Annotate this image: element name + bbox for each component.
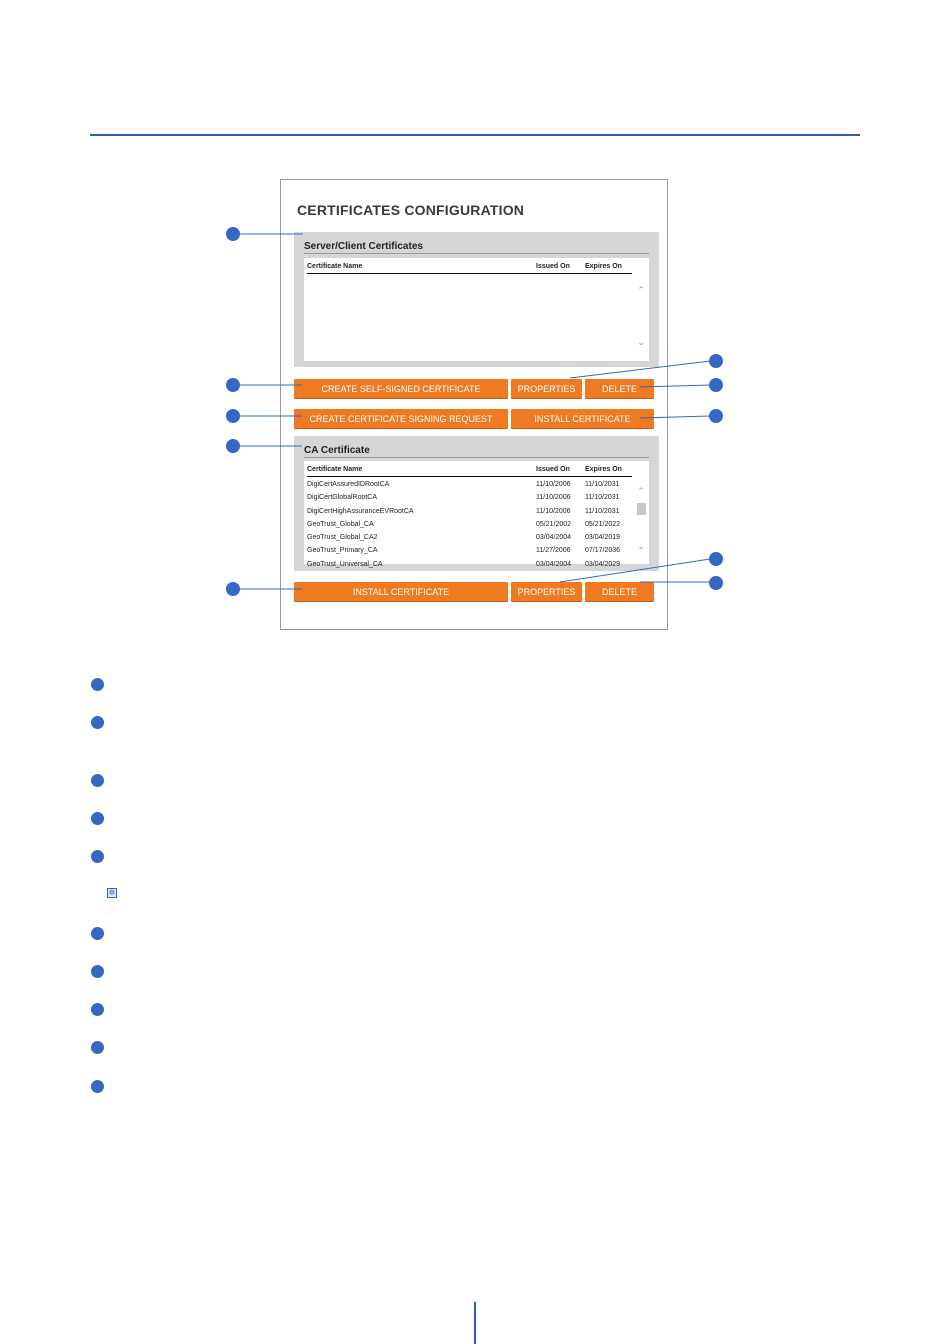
cell-issued: 03/04/2004 xyxy=(536,534,572,542)
ca-install-certificate-button[interactable]: INSTALL CERTIFICATE xyxy=(294,582,508,602)
callout-marker xyxy=(709,378,723,392)
column-header-name[interactable]: Certificate Name xyxy=(307,466,363,473)
ca-delete-button[interactable]: DELETE xyxy=(585,582,654,602)
cell-name: GeoTrust_Global_CA xyxy=(307,520,374,528)
chevron-up-icon[interactable]: ⌃ xyxy=(637,285,645,295)
cell-name: GeoTrust_Global_CA2 xyxy=(307,534,378,542)
callout-marker xyxy=(709,354,723,368)
delete-button[interactable]: DELETE xyxy=(585,379,654,399)
table-row[interactable] xyxy=(307,481,632,494)
callout-marker xyxy=(709,552,723,566)
legend-marker xyxy=(91,850,104,863)
table-row[interactable] xyxy=(307,521,632,534)
cell-expires: 03/04/2019 xyxy=(585,534,621,542)
divider xyxy=(304,253,649,254)
column-header-issued[interactable]: Issued On xyxy=(536,466,570,473)
cell-issued: 11/10/2006 xyxy=(536,494,571,502)
callout-marker xyxy=(226,409,240,423)
cell-issued: 11/10/2006 xyxy=(536,481,571,488)
table-row[interactable] xyxy=(307,508,632,521)
ca-certificate-list[interactable] xyxy=(304,461,649,568)
scroll-thumb[interactable] xyxy=(637,503,646,515)
legend-marker xyxy=(91,774,104,787)
list-header xyxy=(307,262,632,274)
ca-certificate-group xyxy=(294,436,659,571)
chevron-up-icon[interactable]: ⌃ xyxy=(637,486,645,496)
cell-expires: 11/10/2031 xyxy=(585,481,620,488)
page-title: CERTIFICATES CONFIGURATION xyxy=(297,202,525,218)
callout-marker xyxy=(226,227,240,241)
scrollbar[interactable] xyxy=(636,282,646,352)
create-self-signed-certificate-button[interactable]: CREATE SELF-SIGNED CERTIFICATE xyxy=(294,379,508,399)
cell-expires: 11/10/2031 xyxy=(585,507,620,515)
cell-expires: 07/17/2036 xyxy=(585,547,621,555)
cell-issued: 11/10/2006 xyxy=(536,507,571,515)
cell-issued: 03/04/2004 xyxy=(536,560,572,568)
callout-marker xyxy=(226,439,240,453)
create-certificate-signing-request-button[interactable]: CREATE CERTIFICATE SIGNING REQUEST xyxy=(294,409,508,429)
chevron-down-icon[interactable]: ⌄ xyxy=(637,541,645,551)
cell-issued: 11/27/2006 xyxy=(536,547,571,555)
list-header xyxy=(307,465,632,477)
cell-name: GeoTrust_Universal_CA xyxy=(307,560,383,568)
cell-expires: 11/10/2031 xyxy=(585,494,620,502)
callout-marker xyxy=(226,378,240,392)
cell-issued: 05/21/2002 xyxy=(536,520,572,528)
ca-rows xyxy=(307,481,632,574)
scrollbar[interactable] xyxy=(636,483,646,555)
legend-marker xyxy=(91,1041,104,1054)
column-header-expires[interactable]: Expires On xyxy=(585,466,622,473)
legend-marker xyxy=(91,965,104,978)
chevron-down-icon[interactable]: ⌄ xyxy=(637,337,645,347)
note-icon: ✲ xyxy=(108,888,116,897)
legend-marker xyxy=(91,927,104,940)
cell-name: DigiCertHighAssuranceEVRootCA xyxy=(307,507,414,515)
table-row[interactable] xyxy=(307,547,632,560)
table-row[interactable] xyxy=(307,534,632,547)
properties-button[interactable]: PROPERTIES xyxy=(511,379,582,399)
legend-marker xyxy=(91,1003,104,1016)
table-row[interactable] xyxy=(307,494,632,507)
legend-marker xyxy=(91,1080,104,1093)
server-client-title: Server/Client Certificates xyxy=(304,241,423,252)
page-marker xyxy=(474,1302,476,1344)
server-client-group xyxy=(294,232,659,367)
server-client-list[interactable] xyxy=(304,258,649,361)
divider xyxy=(304,457,649,458)
legend-marker xyxy=(91,812,104,825)
install-certificate-button[interactable]: INSTALL CERTIFICATE xyxy=(511,409,654,429)
header-rule xyxy=(90,134,860,136)
certificates-configuration-panel xyxy=(280,179,668,630)
ca-certificate-title: CA Certificate xyxy=(304,445,370,456)
callout-marker xyxy=(709,576,723,590)
cell-name: DigiCertAssuredIDRootCA xyxy=(307,481,390,488)
column-header-name[interactable]: Certificate Name xyxy=(307,263,363,270)
callout-marker xyxy=(226,582,240,596)
cell-expires: 03/04/2029 xyxy=(585,560,621,568)
table-row[interactable] xyxy=(307,561,632,574)
cell-expires: 05/21/2022 xyxy=(585,520,621,528)
legend-marker xyxy=(91,716,104,729)
column-header-issued[interactable]: Issued On xyxy=(536,263,570,270)
callout-marker xyxy=(709,409,723,423)
cell-name: DigiCertGlobalRootCA xyxy=(307,494,378,502)
cell-name: GeoTrust_Primary_CA xyxy=(307,547,378,555)
column-header-expires[interactable]: Expires On xyxy=(585,263,622,270)
legend-marker xyxy=(91,678,104,691)
ca-properties-button[interactable]: PROPERTIES xyxy=(511,582,582,602)
